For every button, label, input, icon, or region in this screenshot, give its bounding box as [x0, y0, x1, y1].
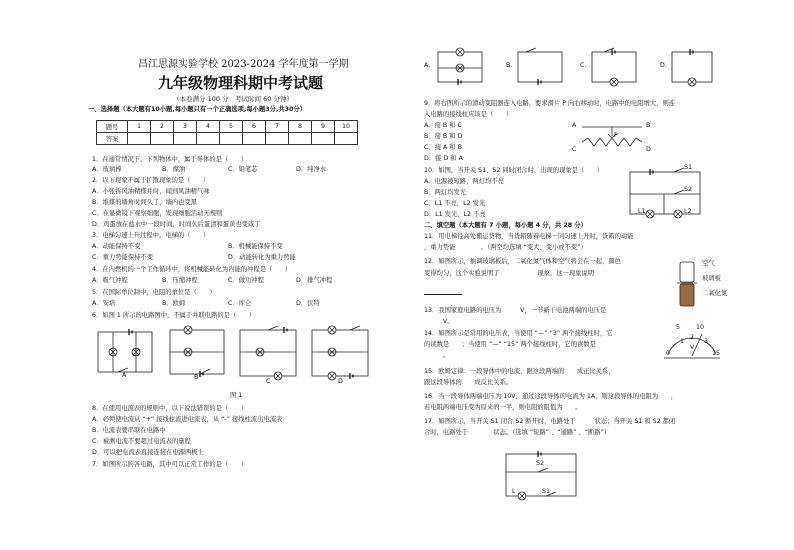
q9-option-a: A．接 B 和 C — [424, 122, 462, 129]
answer-cell[interactable] — [335, 133, 358, 145]
answer-cell[interactable] — [151, 133, 174, 145]
answer-cell[interactable] — [128, 133, 151, 145]
answer-cell[interactable] — [174, 133, 197, 145]
fig1-label-b: B — [194, 374, 199, 381]
rheostat-label-c: C — [572, 146, 577, 153]
q7-option-circuits — [422, 44, 722, 92]
q3-option-a: A．动能保持不变 — [92, 243, 141, 250]
q1-option-c: C．铅笔芯 — [228, 166, 258, 173]
question-3: 3．电梯匀速上升过程中，电梯的（ ） — [92, 232, 210, 239]
table-cell: 10 — [335, 121, 358, 133]
q5-option-a: A．安培 — [92, 300, 116, 307]
q7-label-d: D. — [660, 62, 667, 69]
q10-option-c: C．L1 不亮，L2 发光 — [424, 200, 486, 207]
voltmeter-tick-15: 15 — [712, 350, 721, 357]
q9-option-c: C．接 A 和 B — [424, 144, 462, 151]
figure-1-circuits — [88, 322, 388, 394]
question-11: 11．用电梯往高处搬运货物，当货箱随着电梯一同匀速上升时，货箱的动能 — [424, 233, 634, 240]
q3-option-d: D．动能转化为重力势能 — [228, 254, 296, 261]
question-2: 2．以下现象不属于扩散现象的是（ ） — [92, 177, 210, 184]
q7-label-a: A. — [424, 62, 431, 69]
q1-option-a: A．玻璃棒 — [92, 166, 122, 173]
q1-option-d: D．纯净水 — [296, 166, 327, 173]
q3-option-c: C．重力势能保持不变 — [92, 254, 154, 261]
question-14-cont: 的读数是 ；当使用 “—” “15” 两个接线柱时，它的读数是 — [424, 341, 596, 348]
q2-option-c: C．在显微镜下观察细胞，发现细胞活动无规则 — [92, 210, 223, 217]
question-12: 12．如图所示，抽调玻璃板后，二氧化氮气体和空气将会在一起，颜色 — [424, 258, 621, 265]
q8-option-d: D．可以把电流表直接连接在电源两极上 — [92, 449, 204, 456]
question-17-cont: 合时，电路处于 状态。（选填 “短路” 、“通路” 、“断路”） — [424, 429, 611, 436]
q10-option-b: B．两灯均发光 — [424, 189, 467, 196]
question-10: 10．如图，当开关 S1、S2 同时闭合时，出现的现象是（ ） — [424, 167, 604, 174]
q10-option-d: D．L1 发光，L2 不亮 — [424, 211, 486, 218]
q5-option-d: D．伏特 — [296, 300, 320, 307]
q5-option-c: C．库仑 — [228, 300, 252, 307]
exam-title: 九年级物理科期中考试题 — [158, 74, 324, 92]
question-6: 6．如图 1 所示的电路图中，不属于并联电路的是（ ） — [92, 312, 256, 319]
table-cell: 2 — [151, 121, 174, 133]
q2-option-d: D．鸡蛋放在盐水中一段时间，时间久后蛋清和蛋黄也变咸了 — [92, 221, 261, 228]
q10-label-s1: S1 — [684, 164, 693, 171]
voltmeter-tick-5: 5 — [676, 324, 681, 331]
voltmeter-small-3: 3 — [704, 338, 709, 345]
rheostat-label-b: B — [646, 122, 651, 129]
rheostat-label-p: P — [614, 132, 618, 139]
question-9: 9．将右图所示的滑动变阻器连入电路，要求滑片 P 向右移动时，电路中的电阻增大，则连 — [424, 100, 676, 107]
section1-heading: 一、选择题（本大题有10小题,每小题只有一个正确选项,每小题3分,共30分） — [88, 106, 306, 113]
q8-option-b: B．电流表要串联在电路中 — [92, 427, 166, 434]
answer-table — [96, 120, 358, 145]
q17-label-l: L — [512, 488, 516, 495]
q9-option-d: D．接 D 和 A — [424, 155, 463, 162]
question-15-cont: 跟这段导体的 成反比关系。 — [424, 379, 513, 386]
fig1-label-d: D — [338, 378, 343, 385]
rheostat-label-d: D — [646, 146, 651, 153]
answer-cell[interactable] — [197, 133, 220, 145]
question-4: 4．在内燃机的一个工作循环中，将机械能转化为内能的冲程是（ ） — [92, 266, 292, 273]
question-14: 14．如图所示是常用的电压表，当使用 “—” “3” 两个接线柱时，它 — [424, 330, 613, 337]
q10-option-a: A．电源被短路，两灯均不亮 — [424, 178, 504, 185]
exam-subtitle: （本卷满分 100 分 考试时间 60 分钟） — [173, 95, 293, 103]
gas-jar-diagram — [674, 258, 700, 310]
q4-option-b: B．压缩冲程 — [162, 277, 198, 284]
q2-option-a: A．小张拆风油精搽并时，闻到风油精气味 — [92, 188, 210, 195]
rheostat-diagram — [572, 118, 652, 158]
table-cell: 5 — [220, 121, 243, 133]
answer-cell[interactable] — [312, 133, 335, 145]
answer-cell[interactable] — [266, 133, 289, 145]
question-1: 1．在通常情况下，下列物体中，属于导体的是（ ） — [92, 156, 248, 163]
answer-cell[interactable] — [289, 133, 312, 145]
table-cell: 1 — [128, 121, 151, 133]
answer-row-label: 答案 — [97, 133, 128, 145]
q3-option-b: B．机械能保持不变 — [228, 243, 283, 250]
fig1-label-a: A — [122, 372, 127, 379]
jar-label-air: 空气 — [702, 260, 715, 267]
question-7: 7．如图所示的各电路，其中可以正常工作的是（ ） — [92, 461, 248, 468]
table-cell: 3 — [174, 121, 197, 133]
fig1-label-c: C — [266, 378, 271, 385]
question-9-cont: 入电路的接线柱应该是（ ） — [424, 111, 513, 118]
voltmeter-unit: V — [690, 344, 695, 351]
question-13-cont: V。 — [424, 318, 454, 325]
voltmeter-tick-10: 10 — [696, 324, 705, 331]
answer-table-header: 题号 — [97, 121, 128, 133]
q8-option-c: C．被测电流不要超过电流表的量程 — [92, 438, 191, 445]
jar-label-no2: 二氧化氮 — [702, 290, 728, 297]
figure-1-caption: 图 1 — [230, 392, 243, 399]
answer-blank[interactable] — [424, 290, 462, 298]
q9-option-b: B．接 B 和 D — [424, 133, 463, 140]
q7-label-c: C. — [580, 62, 587, 69]
question-5: 5．在国际单位制中，电阻的单位是（ ） — [92, 289, 216, 296]
voltmeter-small-1: 1 — [680, 338, 685, 345]
table-cell: 9 — [312, 121, 335, 133]
q10-label-s2: S2 — [684, 186, 693, 193]
q4-option-c: C．做功冲程 — [228, 277, 264, 284]
voltmeter-tick-0: 0 — [666, 350, 671, 357]
voltmeter-small-2: 2 — [690, 334, 695, 341]
question-16-cont: 若电阻两端电压变为原来的一半，则电阻的阻值为 。 — [424, 404, 582, 411]
q7-label-b: B. — [506, 62, 513, 69]
jar-label-glass: 玻璃板 — [702, 275, 721, 282]
question-13: 13．我国家庭电路的电压为 V，一节新干电池两端的电压是 — [424, 307, 607, 314]
answer-cell[interactable] — [220, 133, 243, 145]
question-11-cont: ，重力势能 。（两空均选填 “变大、变小或不变”） — [424, 244, 587, 251]
q8-option-a: A．必须使电流从 “+” 接线柱流进电流表，从 “-” 接线柱流出电流表 — [92, 416, 283, 423]
q17-label-s1: S1 — [542, 488, 551, 495]
q4-option-a: A．吸气冲程 — [92, 277, 128, 284]
question-15: 15．欧姆定律：一段导体中的电流，跟这段两端的 成正比关系， — [424, 368, 615, 375]
q2-option-b: B．堆煤的墙角时间久了，墙内也变黑 — [92, 199, 198, 206]
rheostat-label-a: A — [572, 122, 577, 129]
table-cell: 6 — [243, 121, 266, 133]
question-16: 16．当一段导体两端电压为 10V，通过这段导体的电流为 1A，则这段导体的电阻为 ， — [424, 393, 678, 400]
table-cell: 4 — [197, 121, 220, 133]
question-14-end: 。 — [424, 352, 450, 359]
question-12-cont: 变得均匀，这个实验说明了 现象，这一现象说明 — [424, 270, 595, 277]
question-17: 17．如图所示，当开关 S1 闭合 S2 断开时，电路处于 状态；当开关 S1 和 S2 都闭 — [424, 418, 676, 425]
school-title: 昌江思源实验学校 2023-2024 学年度第一学期 — [138, 59, 349, 70]
q17-circuit-diagram — [498, 446, 584, 502]
q5-option-b: B．欧姆 — [162, 300, 186, 307]
table-cell: 8 — [289, 121, 312, 133]
section2-heading: 二、填空题（本大题有 7 小题，每小题 4 分，共 28 分） — [424, 222, 587, 229]
answer-cell[interactable] — [243, 133, 266, 145]
table-cell: 7 — [266, 121, 289, 133]
q4-option-d: D．排气冲程 — [296, 277, 333, 284]
q17-label-s2: S2 — [536, 460, 545, 467]
question-8: 8．在使用电流表的规则中，以下说法错误的是（ ） — [92, 405, 248, 412]
q10-label-l1: L1 — [638, 208, 646, 215]
q10-label-l2: L2 — [684, 208, 692, 215]
q1-option-b: B．煤油 — [162, 166, 186, 173]
q10-circuit-diagram — [622, 164, 708, 222]
